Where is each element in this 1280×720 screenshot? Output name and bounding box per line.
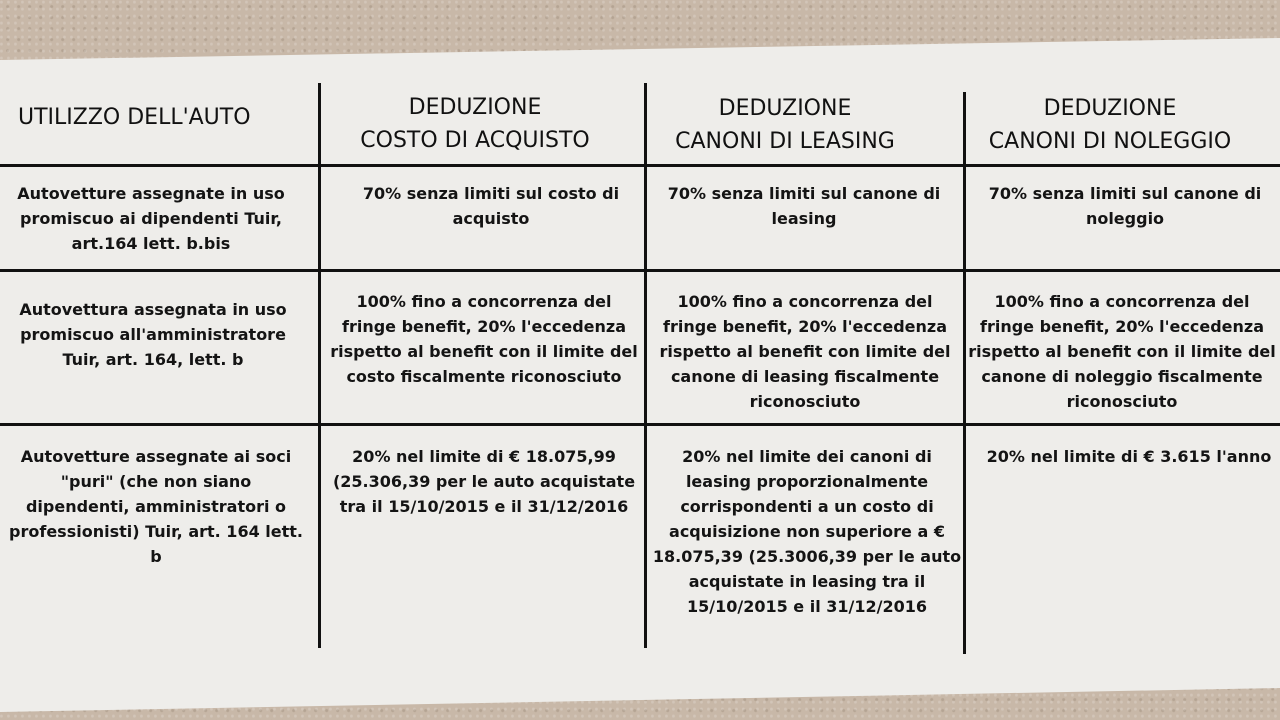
row-divider	[0, 164, 1280, 167]
row3-noleggio: 20% nel limite di € 3.615 l'anno	[986, 447, 1272, 466]
header-acquisto: DEDUZIONE COSTO DI ACQUISTO	[360, 95, 590, 153]
row2-acquisto: 100% fino a concorrenza del fringe benefit, 20% l'eccedenza rispetto al benefit con il limite del costo fiscalmente riconosciuto	[330, 292, 638, 386]
row-divider	[0, 269, 1280, 272]
row1-acquisto: 70% senza limiti sul costo di acquisto	[362, 184, 620, 228]
row2-leasing: 100% fino a concorrenza del fringe benefit, 20% l'eccedenza rispetto al benefit con limite del canone di leasing fiscalmente riconosciuto	[659, 292, 951, 411]
row2-usage: Autovettura assegnata in uso promiscuo all'amministratore Tuir, art. 164, lett. b	[19, 300, 287, 369]
row3-usage: Autovetture assegnate ai soci "puri" (che non siano dipendenti, amministratori o professionisti) Tuir, art. 164 lett. b	[9, 447, 303, 566]
column-divider	[644, 83, 647, 648]
row1-leasing: 70% senza limiti sul canone di leasing	[667, 184, 941, 228]
row3-acquisto: 20% nel limite di € 18.075,99 (25.306,39 per le auto acquistate tra il 15/10/2015 e il 31/12/2016	[332, 447, 636, 516]
row-divider	[0, 423, 1280, 426]
column-divider	[318, 83, 321, 648]
header-noleggio: DEDUZIONE CANONI DI NOLEGGIO	[988, 96, 1232, 154]
header-leasing: DEDUZIONE CANONI DI LEASING	[675, 96, 895, 154]
row1-noleggio: 70% senza limiti sul canone di noleggio	[988, 184, 1262, 228]
header-usage: UTILIZZO DELL'AUTO	[18, 105, 251, 130]
row3-leasing: 20% nel limite dei canoni di leasing proporzionalmente corrispondenti a un costo di acquisizione non superiore a € 18.075,39 (25.3006,39 per le auto acquistate in leasing tra il 15/10/2015 e il 31/12/2016	[652, 447, 962, 616]
row1-usage: Autovetture assegnate in uso promiscuo ai dipendenti Tuir, art.164 lett. b.bis	[17, 184, 285, 253]
row2-noleggio: 100% fino a concorrenza del fringe benefit, 20% l'eccedenza rispetto al benefit con il limite del canone di noleggio fiscalmente riconosciuto	[968, 292, 1276, 411]
